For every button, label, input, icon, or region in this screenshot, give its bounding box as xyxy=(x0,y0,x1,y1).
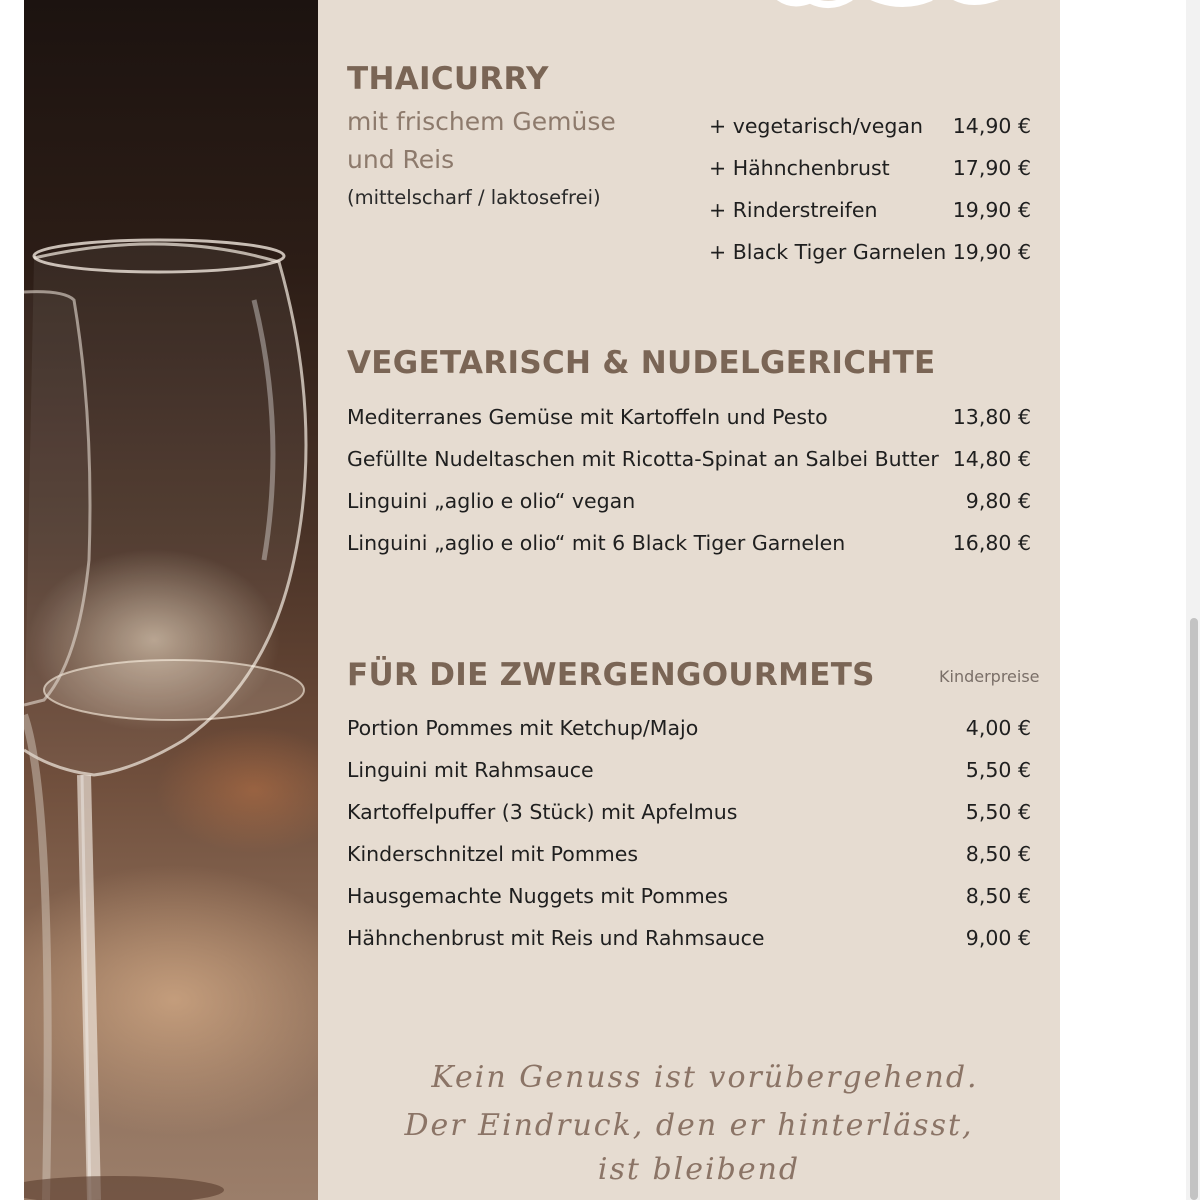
option-label: + Hähnchenbrust xyxy=(709,156,890,180)
menu-item-price: 8,50 € xyxy=(965,842,1031,866)
menu-item-price: 9,00 € xyxy=(965,926,1031,950)
thaicurry-note: (mittelscharf / laktosefrei) xyxy=(347,186,601,209)
thaicurry-heading: THAICURRY xyxy=(347,61,549,97)
menu-item-price: 16,80 € xyxy=(952,531,1031,555)
menu-item-row xyxy=(347,797,1031,827)
wine-glass-illustration xyxy=(24,0,318,1200)
menu-item-row xyxy=(347,881,1031,911)
menu-item-row xyxy=(347,528,1031,558)
menu-item-row xyxy=(347,444,1031,474)
scrollbar-track[interactable] xyxy=(1186,0,1200,1200)
quote-line2: Der Eindruck, den er hinterlässt, xyxy=(404,1108,974,1143)
menu-item-price: 5,50 € xyxy=(965,800,1031,824)
option-label: + vegetarisch/vegan xyxy=(709,114,923,138)
thaicurry-option-row xyxy=(709,111,1031,141)
kids-price-note: Kinderpreise xyxy=(939,667,1040,686)
menu-item-row xyxy=(347,923,1031,953)
viewer-left-margin xyxy=(0,0,24,1200)
menu-item-row xyxy=(347,713,1031,743)
wine-glass-photo xyxy=(24,0,318,1200)
option-price: 19,90 € xyxy=(952,240,1031,264)
menu-item-name: Kinderschnitzel mit Pommes xyxy=(347,842,639,866)
thaicurry-subtitle-line1: mit frischem Gemüse xyxy=(347,107,616,136)
menu-item-name: Linguini „aglio e olio“ mit 6 Black Tiger Garnelen xyxy=(347,531,846,555)
option-label: + Rinderstreifen xyxy=(709,198,878,222)
menu-item-price: 8,50 € xyxy=(965,884,1031,908)
quote-line3: ist bleibend xyxy=(597,1152,801,1187)
viewer-right-margin xyxy=(1060,0,1200,1200)
menu-item-price: 13,80 € xyxy=(952,405,1031,429)
thaicurry-subtitle-line2: und Reis xyxy=(347,145,455,174)
menu-item-name: Linguini mit Rahmsauce xyxy=(347,758,594,782)
quote-line1: Kein Genuss ist vorübergehend. xyxy=(431,1060,979,1095)
option-price: 17,90 € xyxy=(952,156,1031,180)
scrollbar-thumb[interactable] xyxy=(1190,618,1198,1200)
menu-item-row xyxy=(347,755,1031,785)
thaicurry-option-row xyxy=(709,153,1031,183)
option-price: 14,90 € xyxy=(952,114,1031,138)
kids-heading: FÜR DIE ZWERGENGOURMETS xyxy=(347,657,875,693)
menu-item-price: 5,50 € xyxy=(965,758,1031,782)
menu-item-row xyxy=(347,839,1031,869)
menu-item-price: 9,80 € xyxy=(965,489,1031,513)
vegetarisch-heading: VEGETARISCH & NUDELGERICHTE xyxy=(347,345,936,381)
menu-item-name: Linguini „aglio e olio“ vegan xyxy=(347,489,636,513)
option-price: 19,90 € xyxy=(952,198,1031,222)
menu-item-name: Mediterranes Gemüse mit Kartoffeln und Pesto xyxy=(347,405,828,429)
menu-item-name: Kartoffelpuffer (3 Stück) mit Apfelmus xyxy=(347,800,738,824)
menu-item-name: Hausgemachte Nuggets mit Pommes xyxy=(347,884,729,908)
menu-item-name: Portion Pommes mit Ketchup/Majo xyxy=(347,716,699,740)
menu-item-row xyxy=(347,486,1031,516)
menu-item-name: Hähnchenbrust mit Reis und Rahmsauce xyxy=(347,926,765,950)
menu-item-price: 14,80 € xyxy=(952,447,1031,471)
menu-item-price: 4,00 € xyxy=(965,716,1031,740)
thaicurry-option-row xyxy=(709,237,1031,267)
thaicurry-option-row xyxy=(709,195,1031,225)
decorative-brush-strokes xyxy=(770,0,1010,14)
menu-item-name: Gefüllte Nudeltaschen mit Ricotta-Spinat an Salbei Butter xyxy=(347,447,939,471)
menu-item-row xyxy=(347,402,1031,432)
option-label: + Black Tiger Garnelen xyxy=(709,240,947,264)
